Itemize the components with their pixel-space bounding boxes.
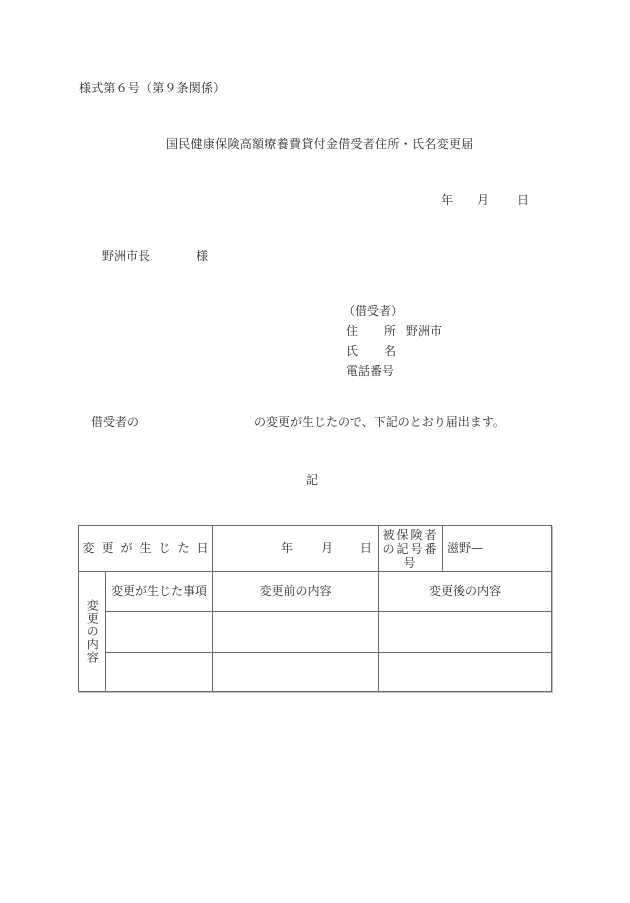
column-header-item [106,572,212,611]
column-header-after [379,572,551,611]
borrower-info [343,304,443,385]
statement-suffix: の変更が生じたので、下記のとおり届出ます。 [254,415,505,429]
borrower-heading: （借受者） [343,304,404,318]
insured-number-value: 滋野— [447,541,484,556]
name-label-1: 氏 [346,344,359,358]
change-date-label: 変更が生じた日 [82,541,216,556]
borrower-name-row [346,345,442,365]
ki-heading: 記 [306,473,319,487]
table-row-1-before[interactable] [213,612,378,652]
column-header-before-label: 変更前の内容 [259,584,332,599]
name-label-2: 名 [383,344,396,358]
table-row-1-after[interactable] [379,612,551,652]
change-date-day: 日 [359,541,372,556]
column-header-item-label: 変更が生じた事項 [110,584,207,599]
insured-number-label-line3: 号 [403,555,418,570]
address-label-1: 住 [346,324,359,338]
insured-number-label-line1: 被保険者 [382,527,439,542]
form-number: 様式第６号（第９条関係） [79,81,226,95]
insured-number-value-cell[interactable] [443,526,551,571]
submission-date [441,194,529,206]
phone-label: 電話番号 [346,364,395,378]
date-month-label: 月 [477,193,490,207]
statement-prefix: 借受者の [91,415,140,429]
change-table [78,525,552,692]
declaration-statement [91,416,505,428]
table-row-1-item[interactable] [106,612,212,652]
insured-number-label-cell [379,526,442,571]
address-value: 野洲市 [406,324,443,338]
table-row-2-before[interactable] [213,653,378,691]
table-row-2-item[interactable] [106,653,212,691]
addressee [102,250,208,262]
borrower-address-row [346,325,442,345]
change-date-year: 年 [280,541,293,556]
addressee-title: 野洲市長 [102,249,151,263]
change-date-month: 月 [320,541,333,556]
change-date-value-cell[interactable] [213,526,378,571]
column-header-before [213,572,378,611]
change-content-label-cell [79,572,105,691]
date-day-label: 日 [517,193,530,207]
document-title: 国民健康保険高額療養費貸付金借受者住所・氏名変更届 [166,137,474,151]
column-header-after-label: 変更後の内容 [428,584,501,599]
insured-number-label-line2: の記号番 [382,541,439,556]
addressee-honorific: 様 [196,249,209,263]
change-content-label: 変更の内容 [85,599,100,664]
table-row-2-after[interactable] [379,653,551,691]
date-year-label: 年 [441,193,454,207]
change-date-label-cell [79,526,216,571]
address-label-2: 所 [383,324,396,338]
borrower-phone-row [346,365,442,385]
